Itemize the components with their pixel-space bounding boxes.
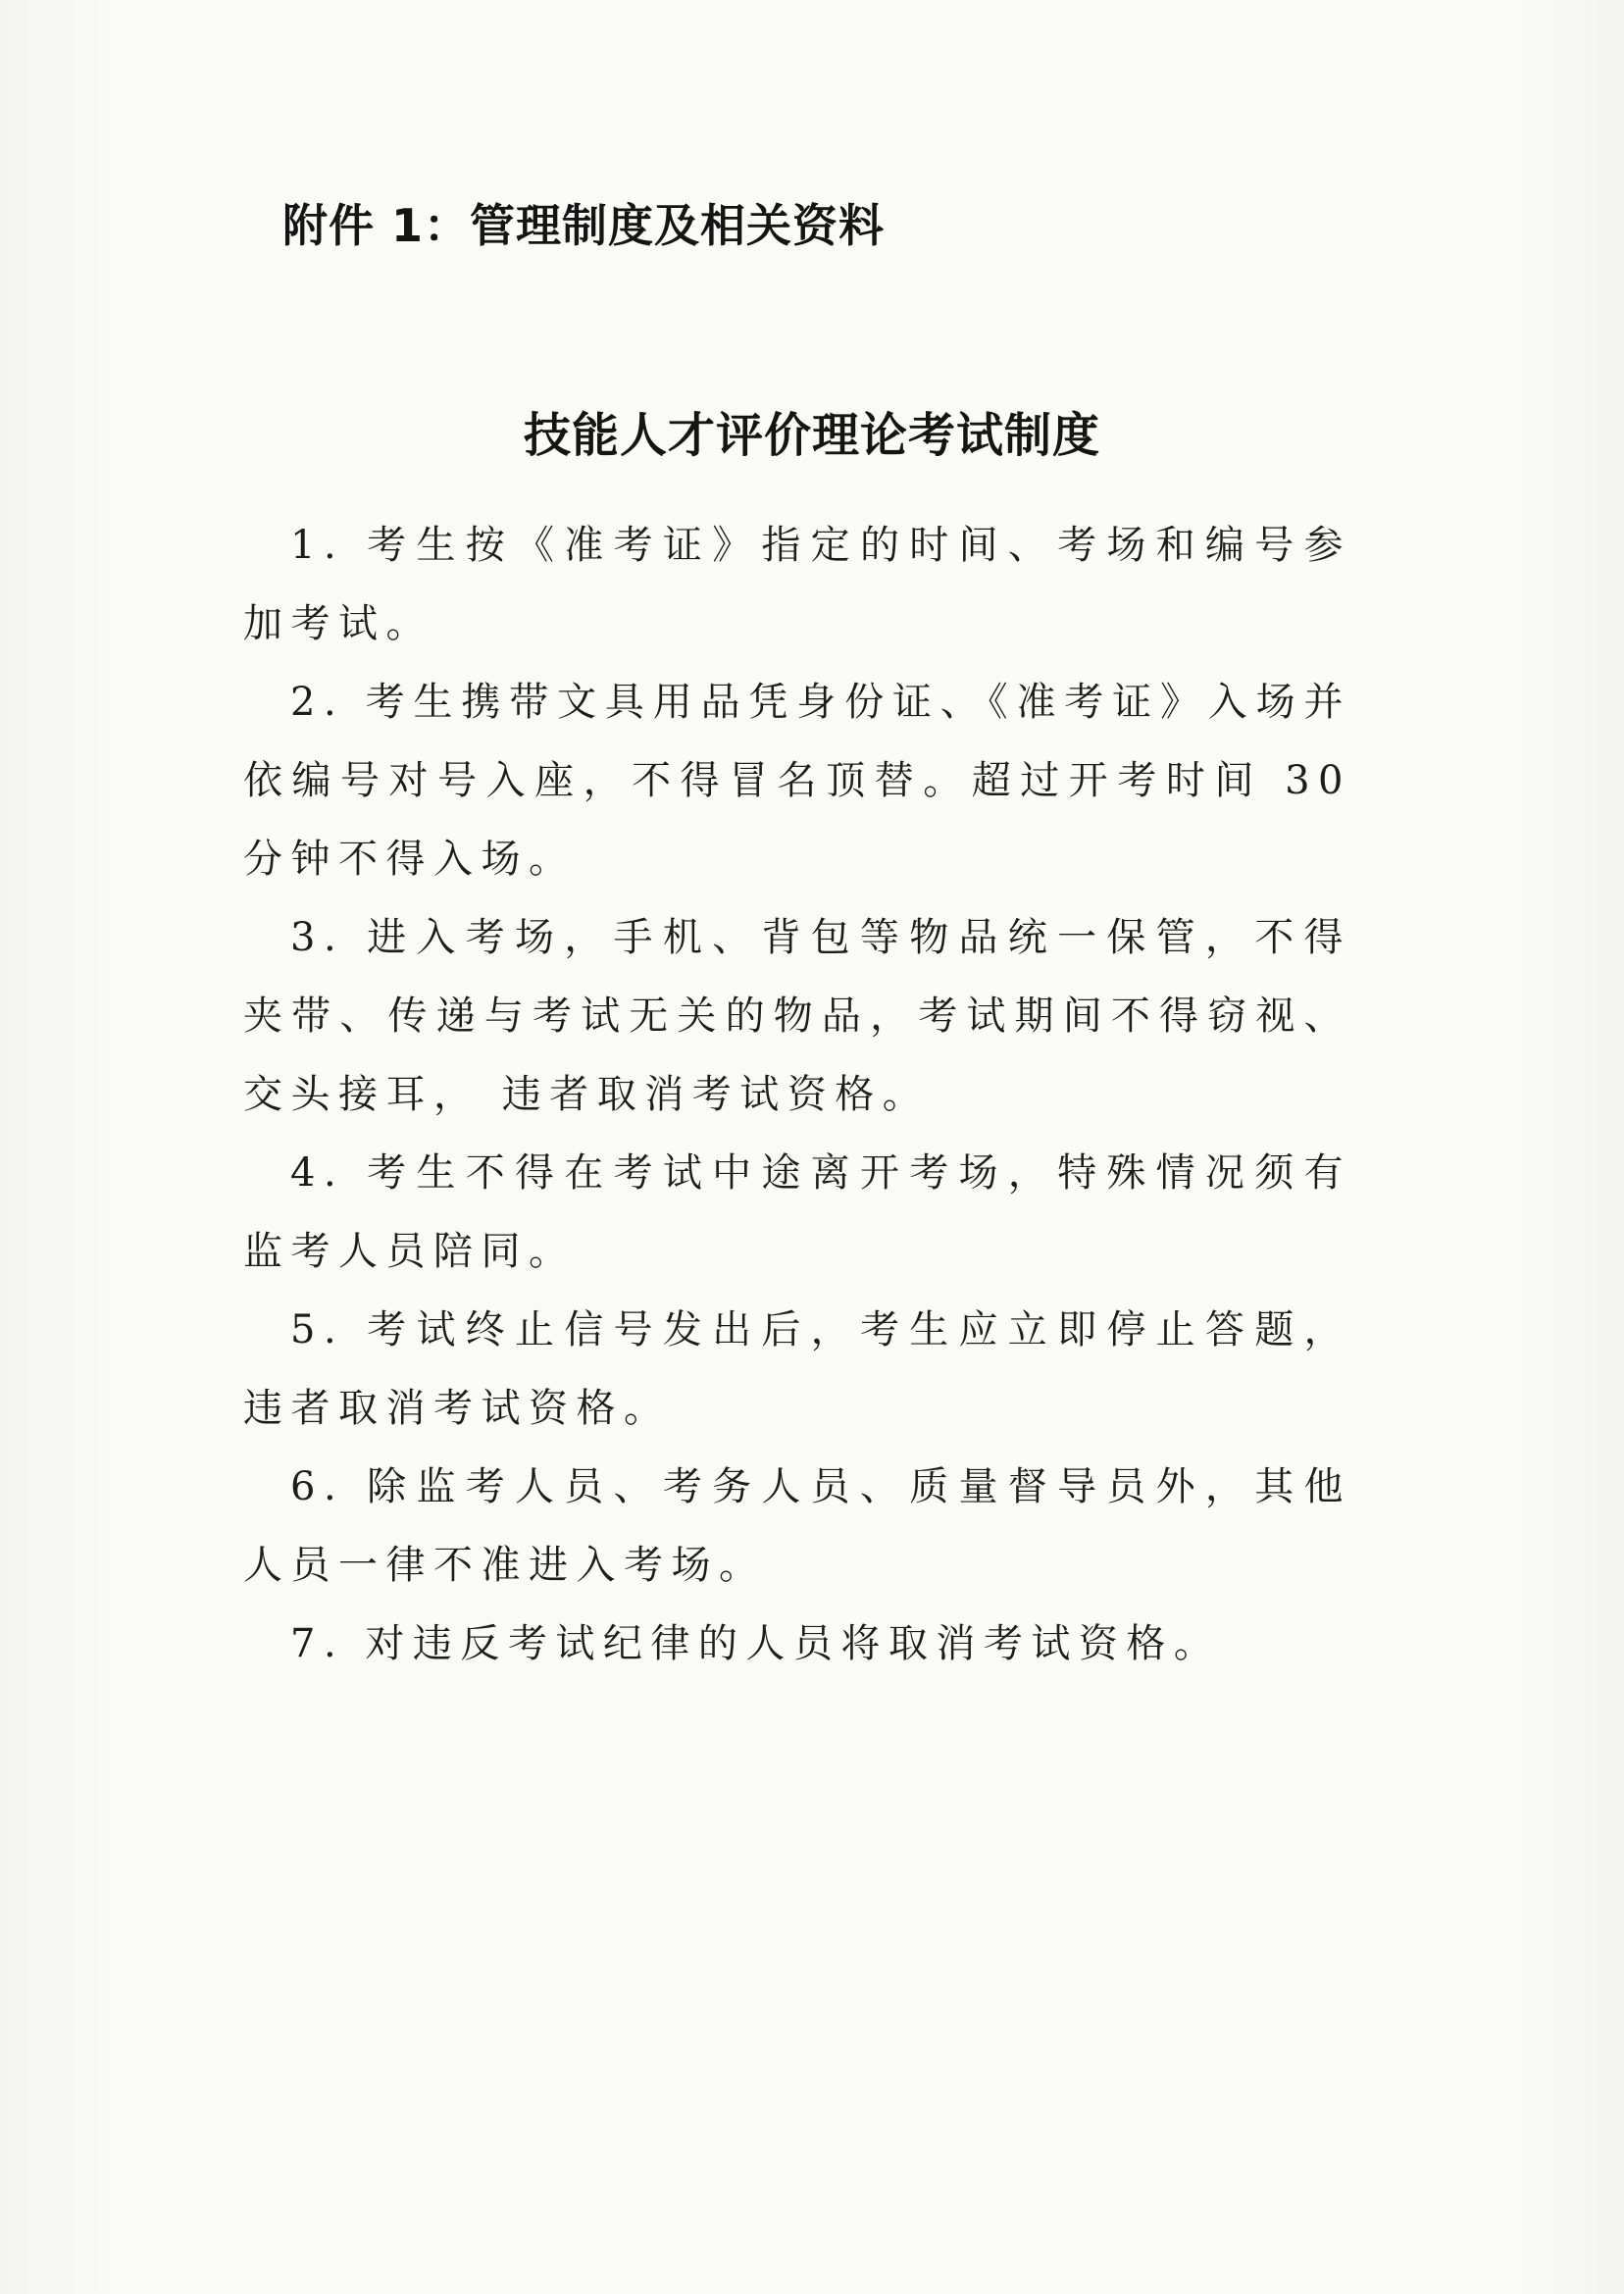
rule-item-7: 7. 对违反考试纪律的人员将取消考试资格。 bbox=[290, 1621, 1222, 1666]
rule-item-6: 6. 除监考人员、考务人员、质量督导员外，其他人员一律不准进入考场。 bbox=[243, 1464, 1351, 1588]
rule-item-2: 2. 考生携带文具用品凭身份证、《准考证》入场并依编号对号入座，不得冒名顶替。超过开考时间 30 分钟不得入场。 bbox=[243, 680, 1351, 882]
rule-item-4: 4. 考生不得在考试中途离开考场，特殊情况须有监考人员陪同。 bbox=[243, 1150, 1351, 1274]
document-title: 技能人才评价理论考试制度 bbox=[523, 408, 1100, 463]
rules-list bbox=[243, 506, 1351, 1683]
attachment-heading: 附件 1：管理制度及相关资料 bbox=[282, 199, 886, 252]
rule-item-1: 1. 考生按《准考证》指定的时间、考场和编号参加考试。 bbox=[243, 523, 1351, 646]
rule-item-5: 5. 考试终止信号发出后，考生应立即停止答题，违者取消考试资格。 bbox=[243, 1307, 1351, 1431]
rule-item-3: 3. 进入考场，手机、背包等物品统一保管，不得夹带、传递与考试无关的物品，考试期间不得窃视、交头接耳， 违者取消考试资格。 bbox=[243, 915, 1351, 1117]
